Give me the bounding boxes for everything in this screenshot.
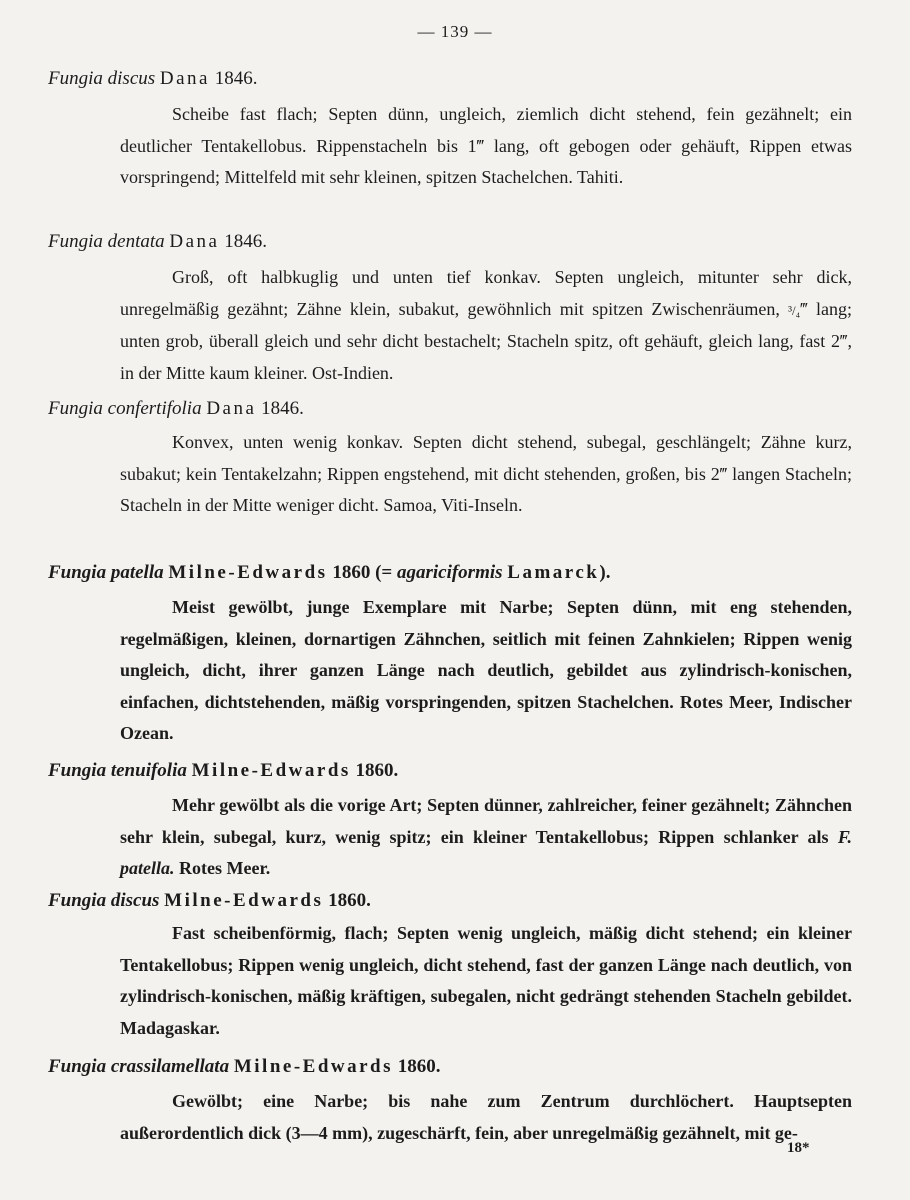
- synonym-open: (=: [375, 562, 393, 583]
- genus-name: Fungia: [48, 398, 103, 419]
- species-name: tenuifolia: [110, 760, 187, 781]
- species-description: Gewölbt; eine Narbe; bis nahe zum Zentrum durchlöchert. Hauptsepten außerordentlich dick (3—4 mm), zugeschärft, fein, aber unregelmäßig gezähnelt, mit ge-: [120, 1091, 852, 1143]
- author-name: Milne-Edwards: [164, 890, 324, 911]
- description-text: ‴ lang; unten grob, überall gleich und sehr dicht bestachelt; Stacheln spitz, oft gehäuft, gleich lang, fast 2‴, in der Mitte kaum kleiner. Ost-Indien.: [120, 298, 852, 383]
- author-name: Milne-Edwards: [233, 1056, 394, 1077]
- description-text: Groß, oft halbkuglig und unten tief konkav. Septen ungleich, mitunter sehr dick, unregelmäßig gezähnt; Zähne klein, subakut, gewöhnlich mit spitzen Zwischenräumen,: [120, 267, 852, 319]
- species-description: [120, 262, 852, 389]
- synonym-author: Lamarck: [507, 562, 600, 583]
- year: 1860: [332, 562, 371, 583]
- year: 1846.: [261, 398, 304, 419]
- genus-name: Fungia: [48, 562, 107, 583]
- species-description: Scheibe fast flach; Septen dünn, ungleich, ziemlich dicht stehend, fein gezähnelt; ein deutlicher Tentakellobus. Rippenstacheln bis 1‴ lang, oft gebogen oder gehäuft, Rippen etwas vorspringend; Mittelfeld mit sehr kleinen, spitzen Stachelchen. Tahiti.: [120, 104, 852, 187]
- species-description: Meist gewölbt, junge Exemplare mit Narbe; Septen dünn, mit eng stehenden, regelmäßigen, kleinen, dornartigen Zähnchen, seitlich mit feinen Zahnkielen; Rippen wenig ungleich, dicht, ihrer ganzen Länge nach deutlich, gebildet aus zylindrisch-konischen, einfachen, dichtstehenden, mäßig vorspringenden, spitzen Stachelchen. Rotes Meer, Indischer Ozean.: [120, 597, 852, 743]
- species-heading-fungia-confertifolia: [48, 398, 304, 420]
- species-name: discus: [110, 890, 160, 911]
- author-name: Milne-Edwards: [191, 760, 351, 781]
- genus-name: Fungia: [48, 890, 107, 911]
- description-text: Mehr gewölbt als die vorige Art; Septen dünner, zahlreicher, feiner gezähnelt; Zähnchen sehr klein, subegal, kurz, wenig spitz; ein kleiner Tentakellobus; Rippen schlanker als: [120, 795, 852, 847]
- species-name: discus: [107, 68, 156, 89]
- synonym-name: agariciformis: [396, 562, 503, 583]
- year: 1860.: [328, 890, 371, 911]
- year: 1860.: [355, 760, 399, 781]
- species-description: Fast scheibenförmig, flach; Septen wenig ungleich, mäßig dicht stehend; ein kleiner Tentakellobus; Rippen wenig ungleich, dicht stehend, fast der ganzen Länge nach deutlich, von zylindrisch-konischen, mäßig kräftigen, subegalen, nicht gedrängt stehenden Stacheln gebildet. Madagaskar.: [120, 923, 852, 1038]
- species-name: crassilamellata: [110, 1056, 230, 1077]
- genus-name: Fungia: [48, 68, 103, 89]
- year: 1846.: [224, 231, 267, 252]
- fraction: ³/₄: [788, 302, 801, 318]
- sheet-signature: 18*: [787, 1140, 810, 1156]
- genus-name: Fungia: [48, 760, 107, 781]
- page-number: — 139 —: [417, 22, 493, 41]
- description-text: Rotes Meer.: [174, 858, 271, 878]
- species-reference: F. patella.: [120, 826, 852, 878]
- synonym-close: ).: [599, 562, 611, 583]
- author-name: Milne-Edwards: [168, 562, 328, 583]
- author-name: Dana: [206, 398, 257, 419]
- species-name: dentata: [107, 231, 165, 252]
- species-name: confertifolia: [107, 398, 202, 419]
- species-heading-fungia-tenuifolia: [48, 760, 398, 782]
- year: 1846.: [214, 68, 258, 89]
- species-description: [120, 790, 852, 885]
- author-name: Dana: [159, 68, 210, 89]
- genus-name: Fungia: [48, 1056, 107, 1077]
- species-description: Konvex, unten wenig konkav. Septen dicht stehend, subegal, geschlängelt; Zähne kurz, subakut; kein Tentakelzahn; Rippen engstehend, mit dicht stehenden, großen, bis 2‴ langen Stacheln; Stacheln in der Mitte weniger dicht. Samoa, Viti-Inseln.: [120, 432, 852, 515]
- species-heading-fungia-patella: [48, 562, 610, 584]
- species-heading-fungia-discus-milne-edwards: [48, 890, 371, 912]
- author-name: Dana: [169, 231, 220, 252]
- year: 1860.: [397, 1056, 441, 1077]
- species-heading-fungia-crassilamellata: [48, 1056, 441, 1078]
- species-heading-fungia-discus-dana: [48, 68, 257, 90]
- genus-name: Fungia: [48, 231, 103, 252]
- species-heading-fungia-dentata: [48, 231, 267, 253]
- species-name: patella: [110, 562, 164, 583]
